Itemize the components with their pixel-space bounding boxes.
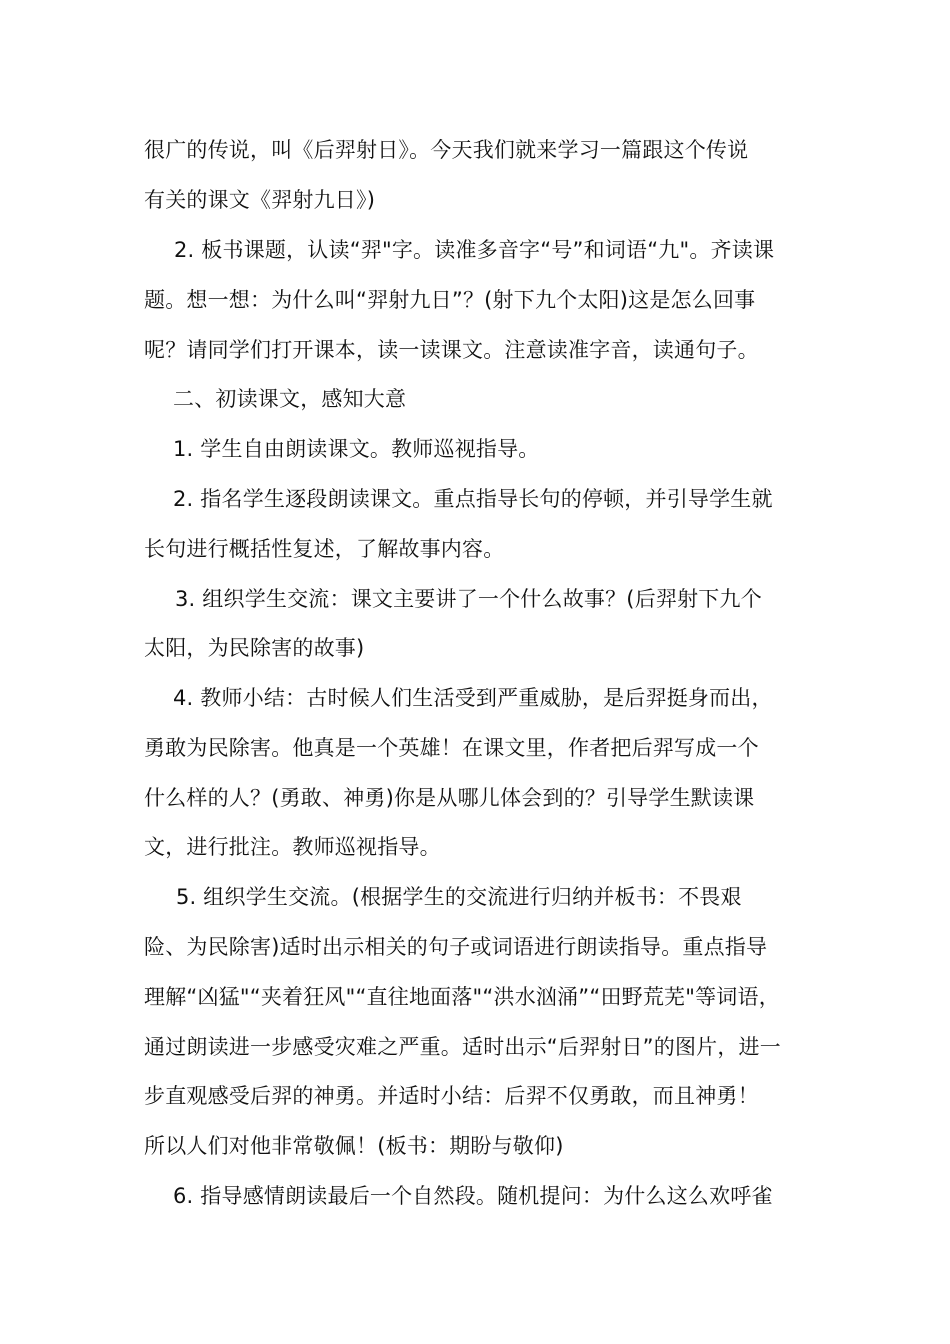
section-heading: 二、初读课文，感知大意 — [173, 387, 407, 411]
text-line: 有关的课文《羿射九日》) — [144, 188, 376, 212]
text-line: 理解“凶猛"“夹着狂风"“直往地面落"“洪水汹涌”“田野荒芜"等词语， — [144, 985, 780, 1009]
text-line: 呢？请同学们打开课本，读一读课文。注意读准字音，读通句子。 — [144, 338, 759, 362]
text-line: 文，进行批注。教师巡视指导。 — [144, 835, 441, 859]
text-line: 长句进行概括性复述，了解故事内容。 — [144, 537, 505, 561]
text-line: 通过朗读进一步感受灾难之严重。适时出示“后羿射日”的图片，进一 — [144, 1035, 781, 1059]
text-line: 3. 组织学生交流：课文主要讲了一个什么故事？(后羿射下九个 — [175, 587, 762, 611]
text-line: 6. 指导感情朗读最后一个自然段。随机提问：为什么这么欢呼雀 — [173, 1184, 773, 1208]
text-line: 步直观感受后羿的神勇。并适时小结：后羿不仅勇敢，而且神勇！ — [144, 1084, 759, 1108]
text-line: 险、为民除害)适时出示相关的句子或词语进行朗读指导。重点指导 — [144, 935, 768, 959]
text-line: 太阳，为民除害的故事) — [144, 636, 365, 660]
text-line: 4. 教师小结：古时候人们生活受到严重威胁，是后羿挺身而出， — [173, 686, 773, 710]
text-line: 很广的传说，叫《后羿射日》。今天我们就来学习一篇跟这个传说 — [144, 138, 749, 162]
text-line: 1. 学生自由朗读课文。教师巡视指导。 — [173, 437, 540, 461]
text-line: 5. 组织学生交流。(根据学生的交流进行归纳并板书：不畏艰 — [176, 885, 742, 909]
text-line: 2. 指名学生逐段朗读课文。重点指导长句的停顿，并引导学生就 — [173, 487, 773, 511]
text-line: 什么样的人？(勇敢、神勇)你是从哪儿体会到的？引导学生默读课 — [144, 786, 755, 810]
text-line: 所以人们对他非常敬佩！(板书：期盼与敬仰) — [144, 1134, 564, 1158]
text-line: 题。想一想：为什么叫“羿射九日”？(射下九个太阳)这是怎么回事 — [144, 288, 756, 312]
text-line: 2. 板书课题，认读“羿"字。读准多音字“号”和词语“九"。齐读课 — [174, 238, 775, 262]
text-line: 勇敢为民除害。他真是一个英雄！在课文里，作者把后羿写成一个 — [144, 736, 759, 760]
